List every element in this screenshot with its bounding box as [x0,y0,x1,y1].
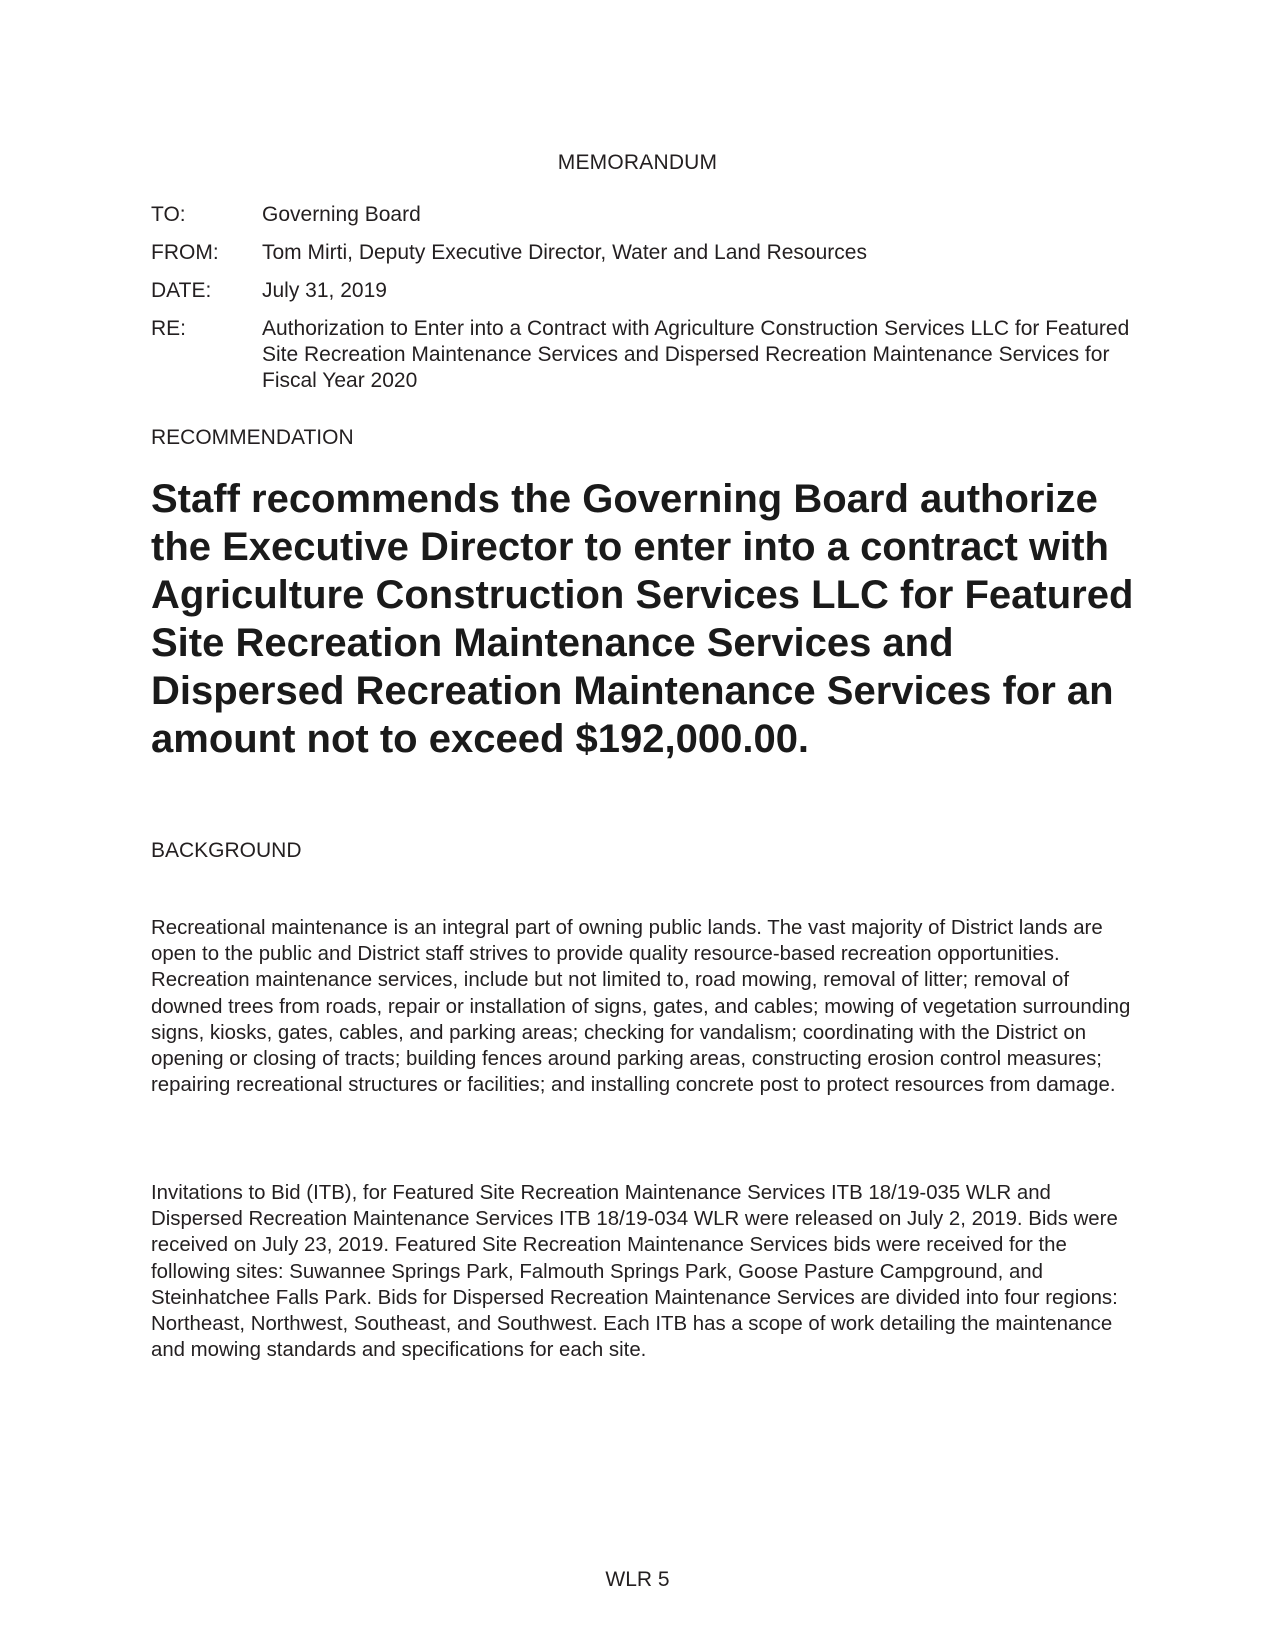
re-value: Authorization to Enter into a Contract with Agriculture Construction Services LLC for Featured Site Recreation Maintenance Services and Dispersed Recreation Maintenance Services for Fiscal Year 2020 [262,317,1130,392]
date-label: DATE: [151,279,212,302]
date-value: July 31, 2019 [262,279,387,302]
from-row [151,240,1131,266]
to-label: TO: [151,203,186,226]
background-paragraph-2: Invitations to Bid (ITB), for Featured Site Recreation Maintenance Services ITB 18/19-035 WLR and Dispersed Recreation Maintenance Services ITB 18/19-034 WLR were released on July 2, 2019. Bids were received on July 23, 2019. Featured Site Recreation Maintenance Services bids were received for the following sites: Suwannee Springs Park, Falmouth Springs Park, Goose Pasture Campground, and Steinhatchee Falls Park. Bids for Dispersed Recreation Maintenance Services are divided into four regions: Northeast, Northwest, Southeast, and Southwest. Each ITB has a scope of work detailing the maintenance and mowing standards and specifications for each site. [151,1182,1118,1362]
memo-title: MEMORANDUM [557,151,718,174]
background-heading: BACKGROUND [151,839,302,862]
memo-header [151,202,1131,406]
recommendation-text: Staff recommends the Governing Board authorize the Executive Director to enter into a contract with Agriculture Construction Services LLC for Featured Site Recreation Maintenance Services and Dispersed Recreation Maintenance Services for an amount not to exceed $192,000.00. [151,477,1134,761]
from-label: FROM: [151,241,219,264]
to-value: Governing Board [262,203,421,226]
background-paragraph-1: Recreational maintenance is an integral part of owning public lands. The vast majority of District lands are open to the public and District staff strives to provide quality resource-based recreation opportunities. Recreation maintenance services, include but not limited to, road mowing, removal of litter; removal of downed trees from roads, repair or installation of signs, gates, and cables; mowing of vegetation surrounding signs, kiosks, gates, cables, and parking areas; checking for vandalism; coordinating with the District on opening or closing of tracts; building fences around parking areas, constructing erosion control measures; repairing recreational structures or facilities; and installing concrete post to protect resources from damage. [151,917,1131,1097]
re-row [151,316,1131,394]
recommendation-heading: RECOMMENDATION [151,426,354,449]
re-label: RE: [151,317,187,340]
date-row [151,278,1131,304]
from-value: Tom Mirti, Deputy Executive Director, Water and Land Resources [262,241,867,264]
to-row [151,202,1131,228]
page-number: WLR 5 [605,1568,670,1591]
